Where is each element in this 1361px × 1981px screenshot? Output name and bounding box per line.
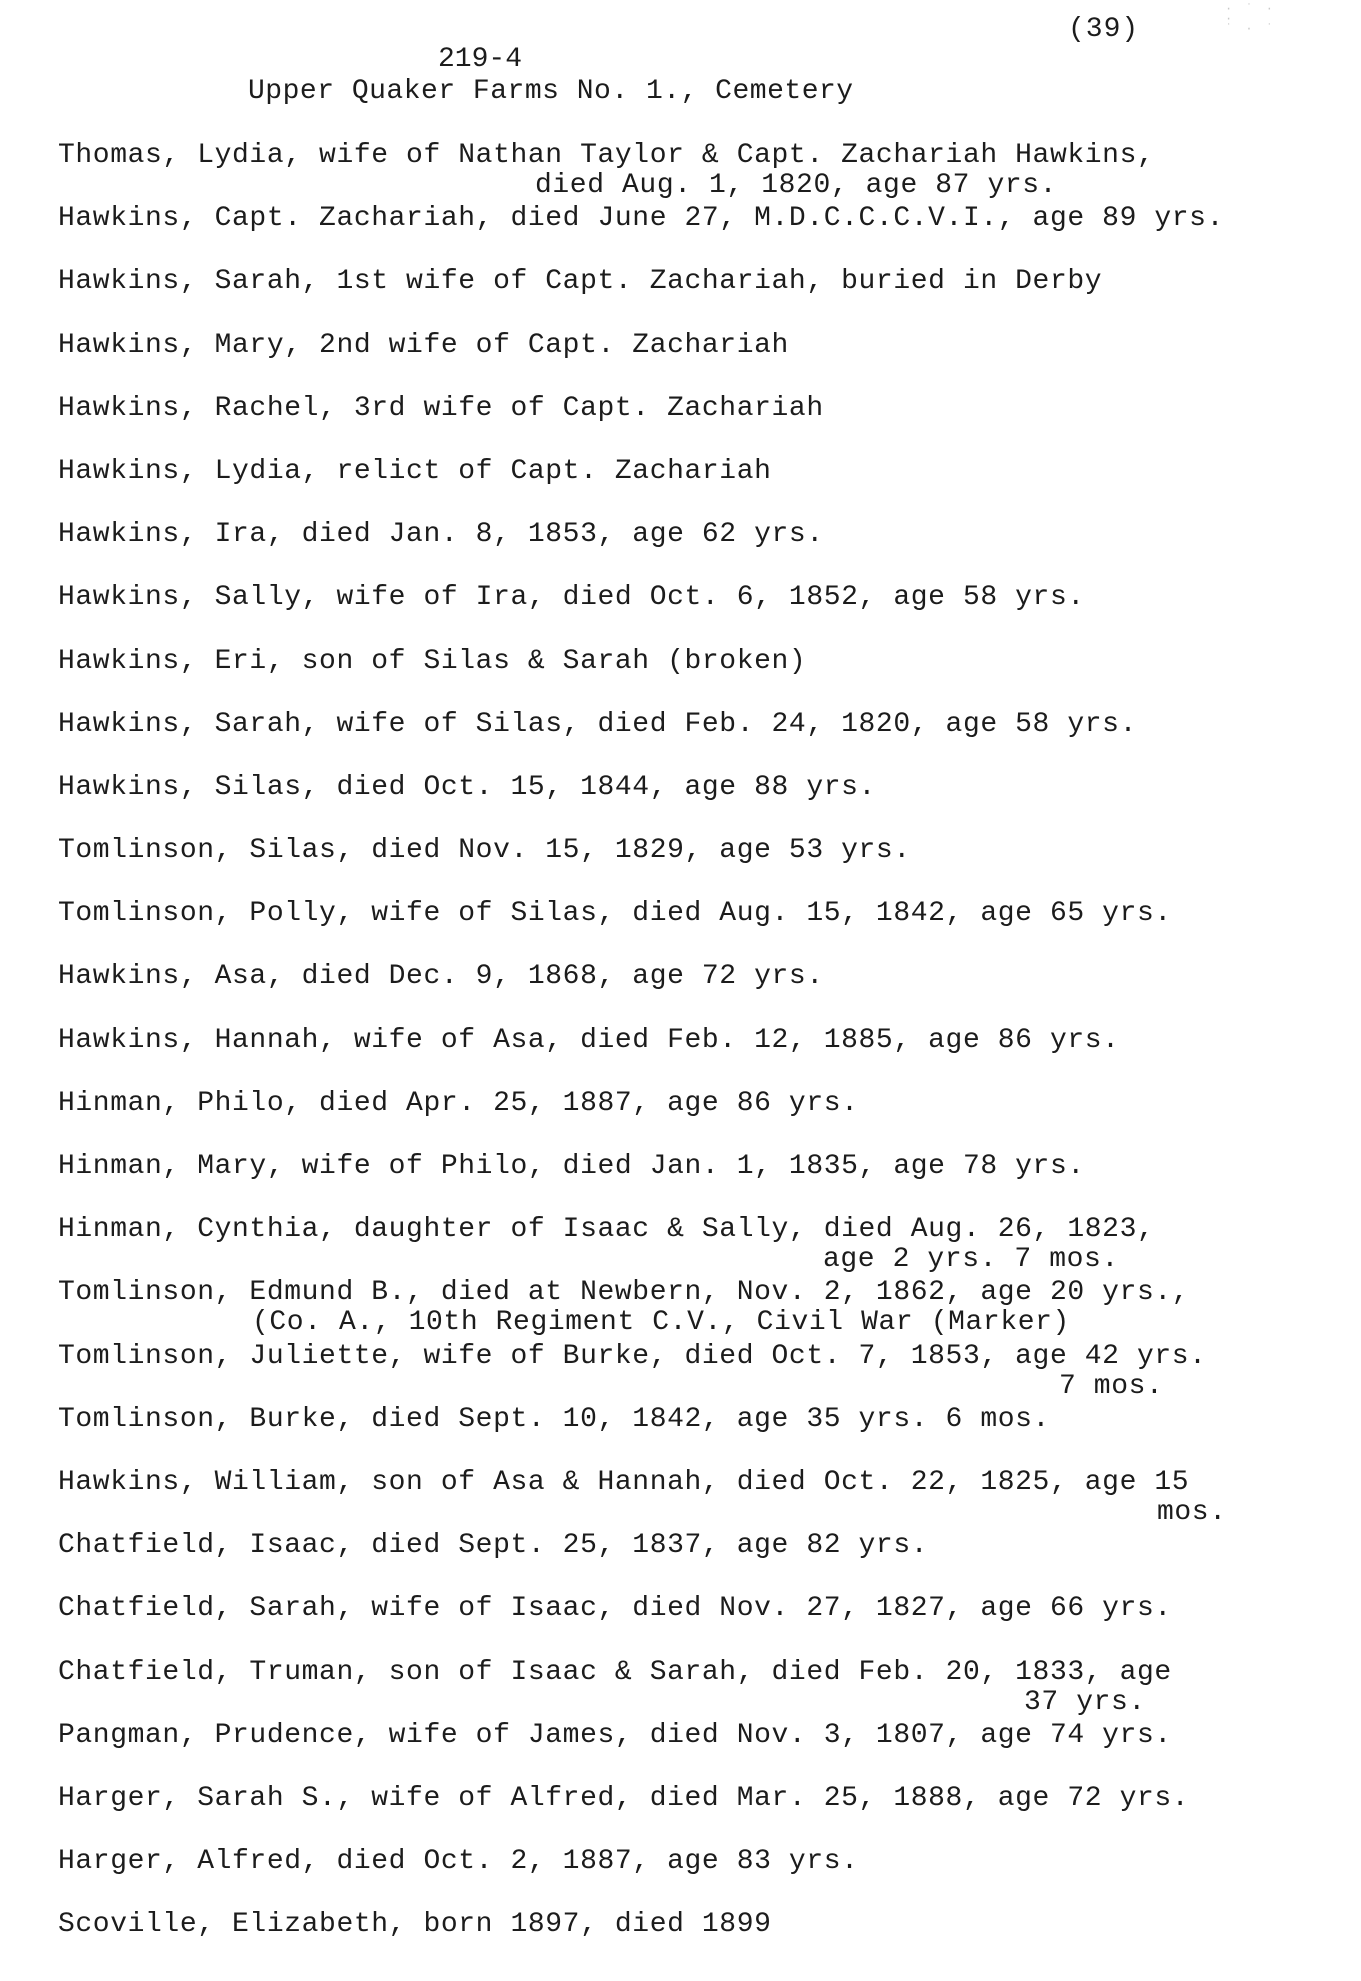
burial-entry <box>58 835 1328 898</box>
entry-text: Hawkins, William, son of Asa & Hannah, died Oct. 22, 1825, age 15 <box>58 1466 1190 1498</box>
entry-continuation: 7 mos. <box>1059 1370 1164 1402</box>
burial-entry <box>58 1341 1328 1404</box>
entry-text: Hawkins, Silas, died Oct. 15, 1844, age 88 yrs. <box>58 771 876 803</box>
entry-text: Hawkins, Sarah, wife of Silas, died Feb. 24, 1820, age 58 yrs. <box>58 708 1137 740</box>
burial-entry <box>58 1530 1328 1593</box>
burial-entry <box>58 1151 1328 1214</box>
entry-continuation: 37 yrs. <box>1024 1686 1146 1718</box>
burial-entry-list <box>58 140 1328 1972</box>
burial-entry <box>58 961 1328 1024</box>
entry-text: Tomlinson, Polly, wife of Silas, died Aug. 15, 1842, age 65 yrs. <box>58 898 1172 930</box>
entry-continuation: age 2 yrs. 7 mos. <box>823 1244 1119 1276</box>
burial-entry <box>58 709 1328 772</box>
burial-entry <box>58 1277 1328 1340</box>
entry-text: Tomlinson, Silas, died Nov. 15, 1829, age 53 yrs. <box>58 835 911 867</box>
entry-text: Tomlinson, Juliette, wife of Burke, died Oct. 7, 1853, age 42 yrs. <box>58 1340 1207 1372</box>
entry-text: Hawkins, Mary, 2nd wife of Capt. Zachariah <box>58 329 789 361</box>
burial-entry <box>58 393 1328 456</box>
document-id: 219-4 <box>438 44 523 75</box>
entry-text: Pangman, Prudence, wife of James, died Nov. 3, 1807, age 74 yrs. <box>58 1719 1172 1751</box>
burial-entry <box>58 266 1328 329</box>
burial-entry <box>58 1783 1328 1846</box>
entry-text: Hawkins, Asa, died Dec. 9, 1868, age 72 yrs. <box>58 961 824 993</box>
burial-entry <box>58 1720 1328 1783</box>
entry-text: Hawkins, Lydia, relict of Capt. Zachariah <box>58 455 772 487</box>
entry-text: Hawkins, Rachel, 3rd wife of Capt. Zachariah <box>58 392 824 424</box>
entry-text: Hawkins, Eri, son of Silas & Sarah (broken) <box>58 645 807 677</box>
burial-entry <box>58 1846 1328 1909</box>
burial-entry <box>58 203 1328 266</box>
burial-entry <box>58 1657 1328 1720</box>
entry-text: Chatfield, Isaac, died Sept. 25, 1837, age 82 yrs. <box>58 1530 929 1562</box>
entry-continuation: mos. <box>1157 1496 1227 1528</box>
burial-entry <box>58 898 1328 961</box>
burial-entry <box>58 1025 1328 1088</box>
burial-entry <box>58 519 1328 582</box>
entry-text: Hinman, Philo, died Apr. 25, 1887, age 86 yrs. <box>58 1087 859 1119</box>
burial-entry <box>58 646 1328 709</box>
entry-text: Hawkins, Hannah, wife of Asa, died Feb. 12, 1885, age 86 yrs. <box>58 1024 1120 1056</box>
burial-entry <box>58 1088 1328 1151</box>
entry-text: Scoville, Elizabeth, born 1897, died 1899 <box>58 1909 772 1941</box>
entry-text: Harger, Sarah S., wife of Alfred, died Mar. 25, 1888, age 72 yrs. <box>58 1782 1190 1814</box>
page-number: (39) <box>1068 14 1140 45</box>
burial-entry <box>58 140 1328 203</box>
burial-entry <box>58 582 1328 645</box>
entry-text: Hawkins, Ira, died Jan. 8, 1853, age 62 yrs. <box>58 519 824 551</box>
entry-text: Hawkins, Sarah, 1st wife of Capt. Zachariah, buried in Derby <box>58 266 1103 298</box>
entry-continuation: died Aug. 1, 1820, age 87 yrs. <box>535 170 1058 201</box>
entry-text: Chatfield, Truman, son of Isaac & Sarah, died Feb. 20, 1833, age <box>58 1656 1172 1688</box>
entry-text: Tomlinson, Burke, died Sept. 10, 1842, age 35 yrs. 6 mos. <box>58 1403 1050 1435</box>
burial-entry <box>58 1404 1328 1467</box>
burial-entry <box>58 330 1328 393</box>
entry-text: Chatfield, Sarah, wife of Isaac, died Nov. 27, 1827, age 66 yrs. <box>58 1593 1172 1625</box>
entry-text: Thomas, Lydia, wife of Nathan Taylor & Capt. Zachariah Hawkins, <box>58 140 1155 171</box>
scan-artifact: · ˙ · · ˙ · ˙ <box>1225 2 1277 36</box>
burial-entry <box>58 1909 1328 1972</box>
burial-entry <box>58 456 1328 519</box>
entry-text: Harger, Alfred, died Oct. 2, 1887, age 83 yrs. <box>58 1846 859 1878</box>
entry-continuation: (Co. A., 10th Regiment C.V., Civil War (Marker) <box>252 1307 1070 1339</box>
entry-text: Hawkins, Capt. Zachariah, died June 27, M.D.C.C.C.V.I., age 89 yrs. <box>58 203 1224 235</box>
burial-entry <box>58 1593 1328 1656</box>
entry-text: Hinman, Mary, wife of Philo, died Jan. 1, 1835, age 78 yrs. <box>58 1151 1085 1182</box>
entry-text: Hawkins, Sally, wife of Ira, died Oct. 6, 1852, age 58 yrs. <box>58 582 1085 614</box>
entry-text: Tomlinson, Edmund B., died at Newbern, Nov. 2, 1862, age 20 yrs., <box>58 1277 1190 1309</box>
burial-entry <box>58 1214 1328 1277</box>
burial-entry <box>58 772 1328 835</box>
document-title: Upper Quaker Farms No. 1., Cemetery <box>248 76 854 107</box>
burial-entry <box>58 1467 1328 1530</box>
entry-text: Hinman, Cynthia, daughter of Isaac & Sally, died Aug. 26, 1823, <box>58 1214 1155 1246</box>
